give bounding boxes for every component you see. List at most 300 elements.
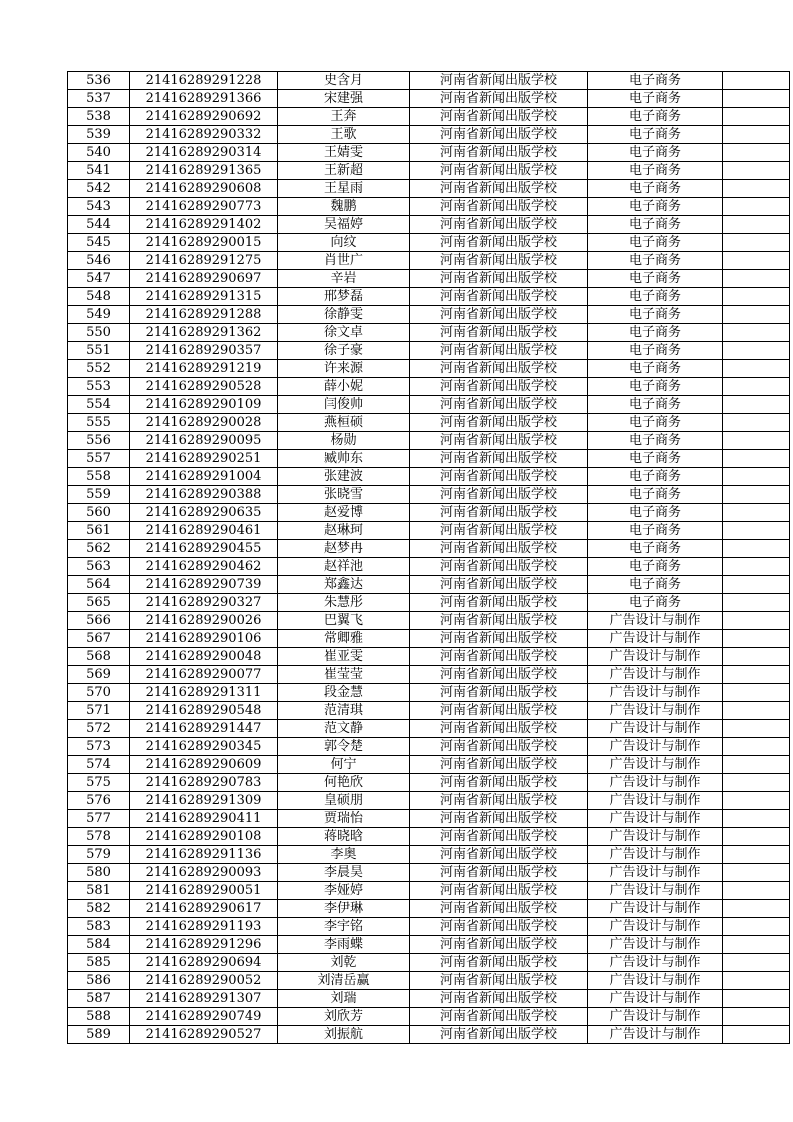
major-cell: 广告设计与制作 (588, 648, 723, 666)
table-row (68, 180, 790, 198)
remarks-cell (723, 198, 790, 216)
school-cell: 河南省新闻出版学校 (410, 342, 588, 360)
table-row (68, 864, 790, 882)
major-cell: 电子商务 (588, 216, 723, 234)
table-row (68, 450, 790, 468)
exam-id-cell: 21416289290314 (130, 144, 278, 162)
student-name-cell: 徐静雯 (278, 306, 410, 324)
major-cell: 电子商务 (588, 252, 723, 270)
table-row (68, 846, 790, 864)
school-cell: 河南省新闻出版学校 (410, 792, 588, 810)
school-cell: 河南省新闻出版学校 (410, 486, 588, 504)
major-cell: 电子商务 (588, 306, 723, 324)
row-number-cell: 539 (68, 126, 130, 144)
exam-id-cell: 21416289291219 (130, 360, 278, 378)
table-row (68, 108, 790, 126)
student-name-cell: 赵爱博 (278, 504, 410, 522)
remarks-cell (723, 936, 790, 954)
row-number-cell: 553 (68, 378, 130, 396)
major-cell: 电子商务 (588, 342, 723, 360)
row-number-cell: 545 (68, 234, 130, 252)
student-name-cell: 李晨昊 (278, 864, 410, 882)
major-cell: 广告设计与制作 (588, 666, 723, 684)
student-name-cell: 赵琳珂 (278, 522, 410, 540)
table-row (68, 414, 790, 432)
table-row (68, 810, 790, 828)
exam-id-cell: 21416289291366 (130, 90, 278, 108)
school-cell: 河南省新闻出版学校 (410, 108, 588, 126)
major-cell: 电子商务 (588, 576, 723, 594)
school-cell: 河南省新闻出版学校 (410, 432, 588, 450)
student-name-cell: 薛小妮 (278, 378, 410, 396)
student-name-cell: 皇硕朋 (278, 792, 410, 810)
remarks-cell (723, 864, 790, 882)
school-cell: 河南省新闻出版学校 (410, 198, 588, 216)
exam-id-cell: 21416289290773 (130, 198, 278, 216)
school-cell: 河南省新闻出版学校 (410, 936, 588, 954)
row-number-cell: 586 (68, 972, 130, 990)
student-name-cell: 巴翼飞 (278, 612, 410, 630)
table-row (68, 342, 790, 360)
row-number-cell: 568 (68, 648, 130, 666)
table-row (68, 594, 790, 612)
row-number-cell: 551 (68, 342, 130, 360)
school-cell: 河南省新闻出版学校 (410, 594, 588, 612)
school-cell: 河南省新闻出版学校 (410, 558, 588, 576)
student-name-cell: 李雨蝶 (278, 936, 410, 954)
exam-id-cell: 21416289291288 (130, 306, 278, 324)
major-cell: 广告设计与制作 (588, 846, 723, 864)
exam-id-cell: 21416289291447 (130, 720, 278, 738)
school-cell: 河南省新闻出版学校 (410, 270, 588, 288)
exam-id-cell: 21416289290109 (130, 396, 278, 414)
student-name-cell: 刘乾 (278, 954, 410, 972)
major-cell: 电子商务 (588, 504, 723, 522)
table-row (68, 828, 790, 846)
remarks-cell (723, 792, 790, 810)
remarks-cell (723, 1008, 790, 1026)
student-name-cell: 赵梦冉 (278, 540, 410, 558)
row-number-cell: 548 (68, 288, 130, 306)
remarks-cell (723, 90, 790, 108)
student-name-cell: 常卿雅 (278, 630, 410, 648)
remarks-cell (723, 720, 790, 738)
row-number-cell: 581 (68, 882, 130, 900)
remarks-cell (723, 360, 790, 378)
row-number-cell: 566 (68, 612, 130, 630)
table-row (68, 630, 790, 648)
school-cell: 河南省新闻出版学校 (410, 666, 588, 684)
remarks-cell (723, 450, 790, 468)
exam-id-cell: 21416289290692 (130, 108, 278, 126)
table-row (68, 720, 790, 738)
remarks-cell (723, 288, 790, 306)
exam-id-cell: 21416289290345 (130, 738, 278, 756)
table-row (68, 666, 790, 684)
row-number-cell: 584 (68, 936, 130, 954)
major-cell: 电子商务 (588, 378, 723, 396)
student-name-cell: 向纹 (278, 234, 410, 252)
row-number-cell: 547 (68, 270, 130, 288)
exam-id-cell: 21416289291309 (130, 792, 278, 810)
exam-id-cell: 21416289290015 (130, 234, 278, 252)
table-row (68, 234, 790, 252)
major-cell: 电子商务 (588, 540, 723, 558)
student-name-cell: 闫俊帅 (278, 396, 410, 414)
row-number-cell: 577 (68, 810, 130, 828)
remarks-cell (723, 270, 790, 288)
remarks-cell (723, 972, 790, 990)
major-cell: 广告设计与制作 (588, 738, 723, 756)
row-number-cell: 578 (68, 828, 130, 846)
major-cell: 电子商务 (588, 126, 723, 144)
remarks-cell (723, 882, 790, 900)
row-number-cell: 557 (68, 450, 130, 468)
row-number-cell: 555 (68, 414, 130, 432)
student-name-cell: 刘欣芳 (278, 1008, 410, 1026)
student-name-cell: 燕桓硕 (278, 414, 410, 432)
school-cell: 河南省新闻出版学校 (410, 648, 588, 666)
table-row (68, 756, 790, 774)
table-row (68, 198, 790, 216)
row-number-cell: 564 (68, 576, 130, 594)
row-number-cell: 580 (68, 864, 130, 882)
school-cell: 河南省新闻出版学校 (410, 774, 588, 792)
remarks-cell (723, 468, 790, 486)
table-row (68, 360, 790, 378)
row-number-cell: 574 (68, 756, 130, 774)
remarks-cell (723, 252, 790, 270)
row-number-cell: 549 (68, 306, 130, 324)
exam-id-cell: 21416289291136 (130, 846, 278, 864)
student-name-cell: 何宁 (278, 756, 410, 774)
row-number-cell: 573 (68, 738, 130, 756)
exam-id-cell: 21416289290052 (130, 972, 278, 990)
major-cell: 电子商务 (588, 90, 723, 108)
school-cell: 河南省新闻出版学校 (410, 720, 588, 738)
major-cell: 广告设计与制作 (588, 936, 723, 954)
student-name-cell: 王新超 (278, 162, 410, 180)
row-number-cell: 565 (68, 594, 130, 612)
remarks-cell (723, 414, 790, 432)
remarks-cell (723, 180, 790, 198)
student-name-cell: 刘瑞 (278, 990, 410, 1008)
school-cell: 河南省新闻出版学校 (410, 1008, 588, 1026)
remarks-cell (723, 900, 790, 918)
remarks-cell (723, 828, 790, 846)
school-cell: 河南省新闻出版学校 (410, 702, 588, 720)
exam-id-cell: 21416289290077 (130, 666, 278, 684)
remarks-cell (723, 576, 790, 594)
school-cell: 河南省新闻出版学校 (410, 810, 588, 828)
row-number-cell: 543 (68, 198, 130, 216)
remarks-cell (723, 108, 790, 126)
major-cell: 电子商务 (588, 162, 723, 180)
exam-id-cell: 21416289291193 (130, 918, 278, 936)
remarks-cell (723, 756, 790, 774)
row-number-cell: 546 (68, 252, 130, 270)
major-cell: 电子商务 (588, 522, 723, 540)
row-number-cell: 563 (68, 558, 130, 576)
student-name-cell: 魏鹏 (278, 198, 410, 216)
exam-id-cell: 21416289290461 (130, 522, 278, 540)
row-number-cell: 572 (68, 720, 130, 738)
major-cell: 广告设计与制作 (588, 954, 723, 972)
table-row (68, 522, 790, 540)
major-cell: 广告设计与制作 (588, 792, 723, 810)
remarks-cell (723, 612, 790, 630)
table-row (68, 90, 790, 108)
remarks-cell (723, 378, 790, 396)
exam-id-cell: 21416289291307 (130, 990, 278, 1008)
row-number-cell: 582 (68, 900, 130, 918)
major-cell: 广告设计与制作 (588, 774, 723, 792)
row-number-cell: 562 (68, 540, 130, 558)
student-name-cell: 王奔 (278, 108, 410, 126)
row-number-cell: 550 (68, 324, 130, 342)
school-cell: 河南省新闻出版学校 (410, 450, 588, 468)
exam-id-cell: 21416289290528 (130, 378, 278, 396)
exam-id-cell: 21416289290028 (130, 414, 278, 432)
remarks-cell (723, 846, 790, 864)
exam-id-cell: 21416289291004 (130, 468, 278, 486)
major-cell: 电子商务 (588, 450, 723, 468)
row-number-cell: 552 (68, 360, 130, 378)
table-row (68, 378, 790, 396)
exam-id-cell: 21416289290462 (130, 558, 278, 576)
school-cell: 河南省新闻出版学校 (410, 360, 588, 378)
student-name-cell: 刘清岳赢 (278, 972, 410, 990)
remarks-cell (723, 648, 790, 666)
row-number-cell: 579 (68, 846, 130, 864)
student-name-cell: 臧帅东 (278, 450, 410, 468)
table-row (68, 954, 790, 972)
major-cell: 广告设计与制作 (588, 828, 723, 846)
major-cell: 电子商务 (588, 288, 723, 306)
row-number-cell: 588 (68, 1008, 130, 1026)
major-cell: 广告设计与制作 (588, 612, 723, 630)
remarks-cell (723, 144, 790, 162)
student-name-cell: 邢梦磊 (278, 288, 410, 306)
exam-id-cell: 21416289290527 (130, 1026, 278, 1044)
exam-id-cell: 21416289290739 (130, 576, 278, 594)
school-cell: 河南省新闻出版学校 (410, 576, 588, 594)
student-name-cell: 张建波 (278, 468, 410, 486)
table-row (68, 882, 790, 900)
school-cell: 河南省新闻出版学校 (410, 954, 588, 972)
major-cell: 电子商务 (588, 72, 723, 90)
school-cell: 河南省新闻出版学校 (410, 252, 588, 270)
row-number-cell: 583 (68, 918, 130, 936)
school-cell: 河南省新闻出版学校 (410, 1026, 588, 1044)
exam-id-cell: 21416289290357 (130, 342, 278, 360)
student-name-cell: 李伊琳 (278, 900, 410, 918)
row-number-cell: 560 (68, 504, 130, 522)
row-number-cell: 561 (68, 522, 130, 540)
table-row (68, 162, 790, 180)
remarks-cell (723, 324, 790, 342)
exam-id-cell: 21416289290108 (130, 828, 278, 846)
exam-id-cell: 21416289290411 (130, 810, 278, 828)
major-cell: 广告设计与制作 (588, 990, 723, 1008)
major-cell: 电子商务 (588, 234, 723, 252)
student-name-cell: 郑鑫达 (278, 576, 410, 594)
table-row (68, 468, 790, 486)
major-cell: 电子商务 (588, 324, 723, 342)
student-name-cell: 杨勋 (278, 432, 410, 450)
table-row (68, 216, 790, 234)
student-name-cell: 徐文卓 (278, 324, 410, 342)
school-cell: 河南省新闻出版学校 (410, 972, 588, 990)
table-row (68, 504, 790, 522)
exam-id-cell: 21416289291228 (130, 72, 278, 90)
table-row (68, 972, 790, 990)
student-name-cell: 朱慧彤 (278, 594, 410, 612)
exam-id-cell: 21416289290697 (130, 270, 278, 288)
table-row (68, 900, 790, 918)
table-row (68, 540, 790, 558)
table-row (68, 738, 790, 756)
table-row (68, 126, 790, 144)
student-name-cell: 崔莹莹 (278, 666, 410, 684)
row-number-cell: 554 (68, 396, 130, 414)
student-name-cell: 何艳欣 (278, 774, 410, 792)
major-cell: 广告设计与制作 (588, 900, 723, 918)
student-name-cell: 王星雨 (278, 180, 410, 198)
school-cell: 河南省新闻出版学校 (410, 522, 588, 540)
student-name-cell: 肖世广 (278, 252, 410, 270)
student-name-cell: 宋建强 (278, 90, 410, 108)
remarks-cell (723, 396, 790, 414)
row-number-cell: 537 (68, 90, 130, 108)
student-name-cell: 崔亚雯 (278, 648, 410, 666)
remarks-cell (723, 990, 790, 1008)
major-cell: 电子商务 (588, 108, 723, 126)
remarks-cell (723, 684, 790, 702)
school-cell: 河南省新闻出版学校 (410, 414, 588, 432)
school-cell: 河南省新闻出版学校 (410, 738, 588, 756)
remarks-cell (723, 738, 790, 756)
exam-id-cell: 21416289291362 (130, 324, 278, 342)
row-number-cell: 536 (68, 72, 130, 90)
row-number-cell: 567 (68, 630, 130, 648)
school-cell: 河南省新闻出版学校 (410, 234, 588, 252)
exam-id-cell: 21416289291275 (130, 252, 278, 270)
exam-id-cell: 21416289290051 (130, 882, 278, 900)
major-cell: 电子商务 (588, 468, 723, 486)
table-row (68, 306, 790, 324)
row-number-cell: 569 (68, 666, 130, 684)
student-name-cell: 郭令楚 (278, 738, 410, 756)
major-cell: 电子商务 (588, 270, 723, 288)
student-name-cell: 范文静 (278, 720, 410, 738)
student-name-cell: 李宇铭 (278, 918, 410, 936)
table-row (68, 432, 790, 450)
school-cell: 河南省新闻出版学校 (410, 288, 588, 306)
table-row (68, 486, 790, 504)
table-row (68, 918, 790, 936)
remarks-cell (723, 810, 790, 828)
major-cell: 电子商务 (588, 558, 723, 576)
student-name-cell: 吴福婷 (278, 216, 410, 234)
exam-id-cell: 21416289290548 (130, 702, 278, 720)
school-cell: 河南省新闻出版学校 (410, 162, 588, 180)
student-name-cell: 王歌 (278, 126, 410, 144)
major-cell: 电子商务 (588, 414, 723, 432)
table-row (68, 144, 790, 162)
row-number-cell: 556 (68, 432, 130, 450)
student-name-cell: 范清琪 (278, 702, 410, 720)
school-cell: 河南省新闻出版学校 (410, 216, 588, 234)
major-cell: 电子商务 (588, 180, 723, 198)
row-number-cell: 575 (68, 774, 130, 792)
row-number-cell: 542 (68, 180, 130, 198)
row-number-cell: 570 (68, 684, 130, 702)
table-row (68, 396, 790, 414)
remarks-cell (723, 126, 790, 144)
student-name-cell: 徐子豪 (278, 342, 410, 360)
student-name-cell: 刘振航 (278, 1026, 410, 1044)
major-cell: 广告设计与制作 (588, 756, 723, 774)
exam-id-cell: 21416289291296 (130, 936, 278, 954)
remarks-cell (723, 432, 790, 450)
remarks-cell (723, 306, 790, 324)
major-cell: 电子商务 (588, 198, 723, 216)
school-cell: 河南省新闻出版学校 (410, 612, 588, 630)
school-cell: 河南省新闻出版学校 (410, 882, 588, 900)
roster-table (67, 71, 790, 1044)
row-number-cell: 585 (68, 954, 130, 972)
table-row (68, 558, 790, 576)
row-number-cell: 540 (68, 144, 130, 162)
exam-id-cell: 21416289290251 (130, 450, 278, 468)
remarks-cell (723, 558, 790, 576)
remarks-cell (723, 630, 790, 648)
table-row (68, 774, 790, 792)
remarks-cell (723, 216, 790, 234)
school-cell: 河南省新闻出版学校 (410, 756, 588, 774)
exam-id-cell: 21416289291365 (130, 162, 278, 180)
school-cell: 河南省新闻出版学校 (410, 864, 588, 882)
remarks-cell (723, 1026, 790, 1044)
table-row (68, 684, 790, 702)
exam-id-cell: 21416289290327 (130, 594, 278, 612)
student-name-cell: 许来源 (278, 360, 410, 378)
major-cell: 广告设计与制作 (588, 1008, 723, 1026)
school-cell: 河南省新闻出版学校 (410, 126, 588, 144)
exam-id-cell: 21416289290635 (130, 504, 278, 522)
remarks-cell (723, 594, 790, 612)
school-cell: 河南省新闻出版学校 (410, 144, 588, 162)
major-cell: 电子商务 (588, 360, 723, 378)
exam-id-cell: 21416289291402 (130, 216, 278, 234)
school-cell: 河南省新闻出版学校 (410, 396, 588, 414)
table-row (68, 288, 790, 306)
student-name-cell: 段金慧 (278, 684, 410, 702)
row-number-cell: 587 (68, 990, 130, 1008)
table-row (68, 270, 790, 288)
major-cell: 广告设计与制作 (588, 864, 723, 882)
remarks-cell (723, 342, 790, 360)
student-name-cell: 李奥 (278, 846, 410, 864)
row-number-cell: 559 (68, 486, 130, 504)
table-row (68, 576, 790, 594)
remarks-cell (723, 486, 790, 504)
major-cell: 电子商务 (588, 432, 723, 450)
exam-id-cell: 21416289290749 (130, 1008, 278, 1026)
student-name-cell: 贾瑞怡 (278, 810, 410, 828)
exam-id-cell: 21416289291315 (130, 288, 278, 306)
